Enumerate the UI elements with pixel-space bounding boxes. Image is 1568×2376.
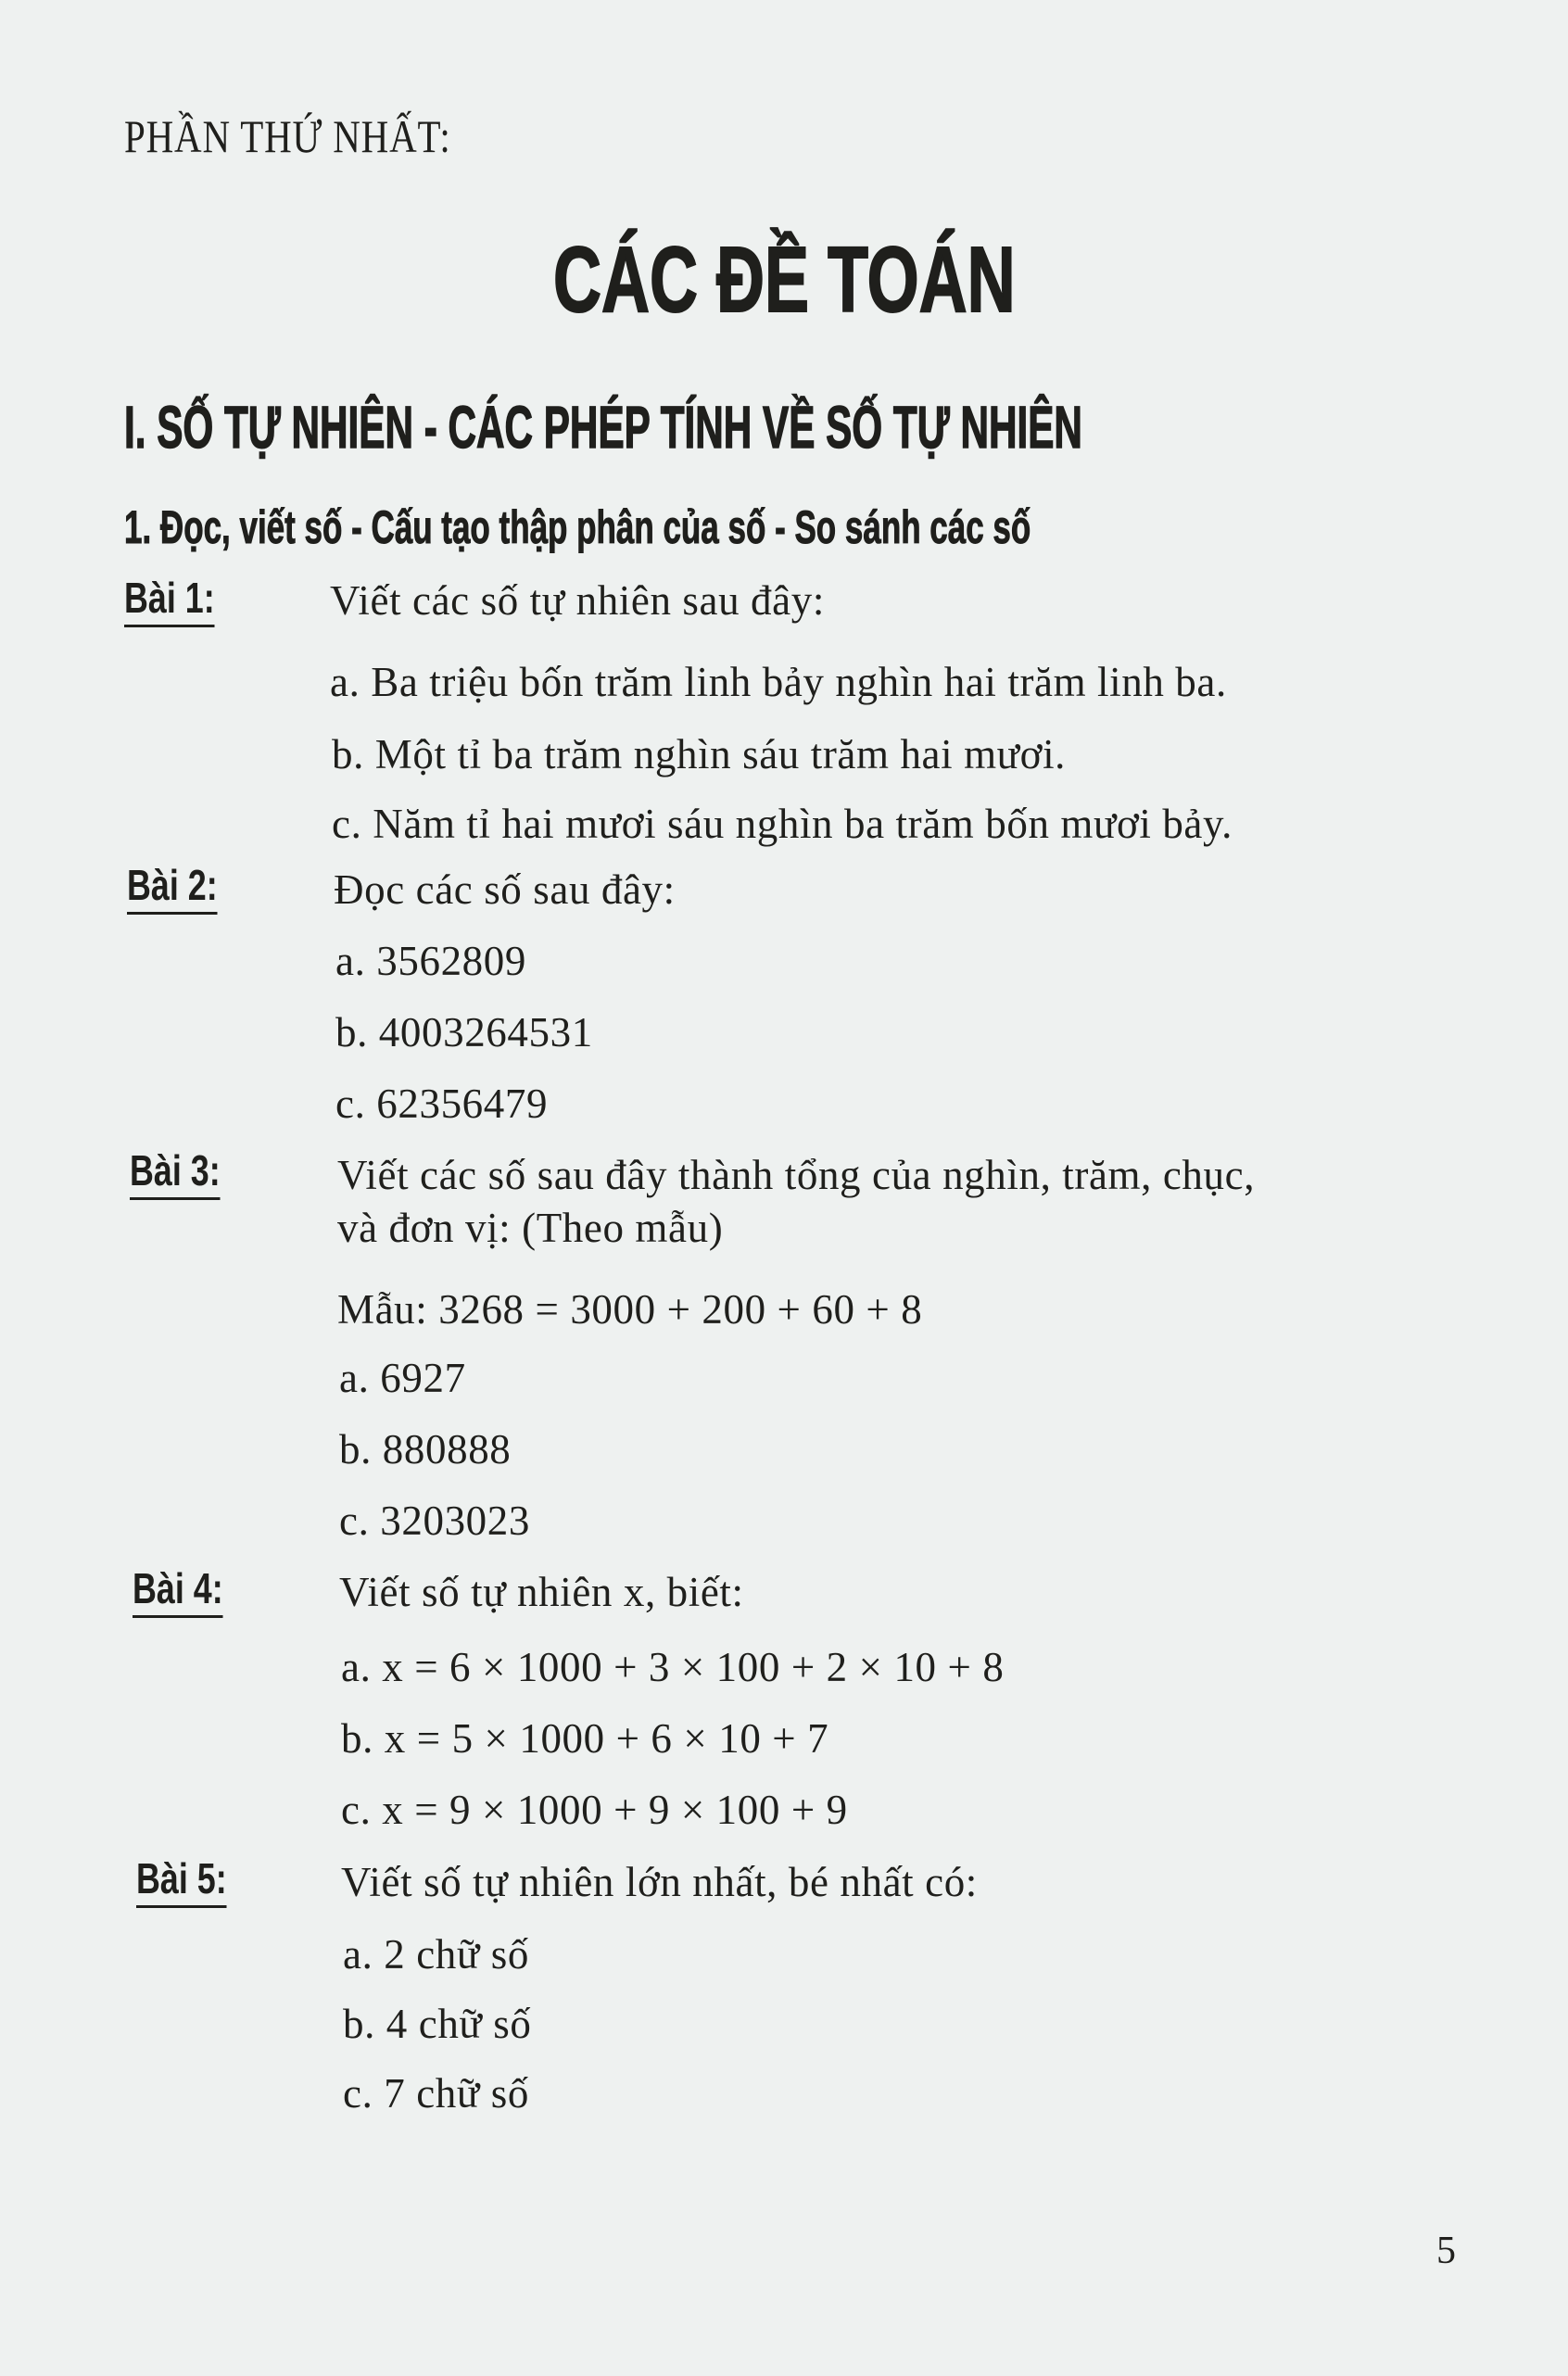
exercise-item: c. x = 9 × 1000 + 9 × 100 + 9: [341, 1787, 848, 1833]
exercise-item: b. 4 chữ số: [343, 2001, 532, 2047]
exercise-label: Bài 3:: [130, 1145, 221, 1200]
exercise-prompt: Viết các số tự nhiên sau đây:: [330, 577, 825, 624]
exercise-item: b. x = 5 × 1000 + 6 × 10 + 7: [341, 1715, 829, 1762]
exercise-label: Bài 1:: [124, 573, 215, 627]
section-heading: I. SỐ TỰ NHIÊN - CÁC PHÉP TÍNH VỀ SỐ TỰ NHIÊN: [124, 394, 1082, 461]
exercise-prompt: Viết số tự nhiên x, biết:: [339, 1569, 744, 1615]
exercise-item: b. 4003264531: [335, 1009, 593, 1055]
page-number: 5: [1436, 2230, 1456, 2272]
exercise-prompt-continued: và đơn vị: (Theo mẫu): [337, 1205, 724, 1251]
exercise-label: Bài 4:: [133, 1563, 223, 1618]
page-title: [0, 227, 1568, 334]
exercise-item: a. 2 chữ số: [343, 1931, 529, 1978]
exercise-item: a. 6927: [339, 1355, 466, 1401]
subsection-heading: 1. Đọc, viết số - Cấu tạo thập phân của số - So sánh các số: [124, 501, 1031, 553]
exercise-item: a. 3562809: [335, 938, 526, 984]
exercise-example: Mẫu: 3268 = 3000 + 200 + 60 + 8: [337, 1286, 923, 1333]
exercise-prompt: Viết số tự nhiên lớn nhất, bé nhất có:: [341, 1859, 978, 1905]
exercise-prompt: Đọc các số sau đây:: [334, 866, 676, 913]
title-text: CÁC ĐỀ TOÁN: [552, 228, 1016, 332]
exercise-item: c. 7 chữ số: [343, 2070, 529, 2117]
exercise-item: c. 3203023: [339, 1498, 530, 1544]
exercise-label: Bài 5:: [136, 1853, 227, 1908]
exercise-item: a. x = 6 × 1000 + 3 × 100 + 2 × 10 + 8: [341, 1644, 1005, 1690]
part-label: PHẦN THỨ NHẤT:: [124, 110, 451, 162]
exercise-prompt: Viết các số sau đây thành tổng của nghìn, trăm, chục,: [337, 1152, 1256, 1198]
exercise-item: b. Một tỉ ba trăm nghìn sáu trăm hai mươi.: [332, 731, 1067, 777]
exercise-label: Bài 2:: [127, 860, 218, 915]
exercise-item: a. Ba triệu bốn trăm linh bảy nghìn hai trăm linh ba.: [330, 659, 1227, 705]
exercise-item: c. Năm tỉ hai mươi sáu nghìn ba trăm bốn mươi bảy.: [332, 801, 1233, 847]
exercise-item: b. 880888: [339, 1426, 512, 1472]
exercise-item: c. 62356479: [335, 1081, 549, 1127]
